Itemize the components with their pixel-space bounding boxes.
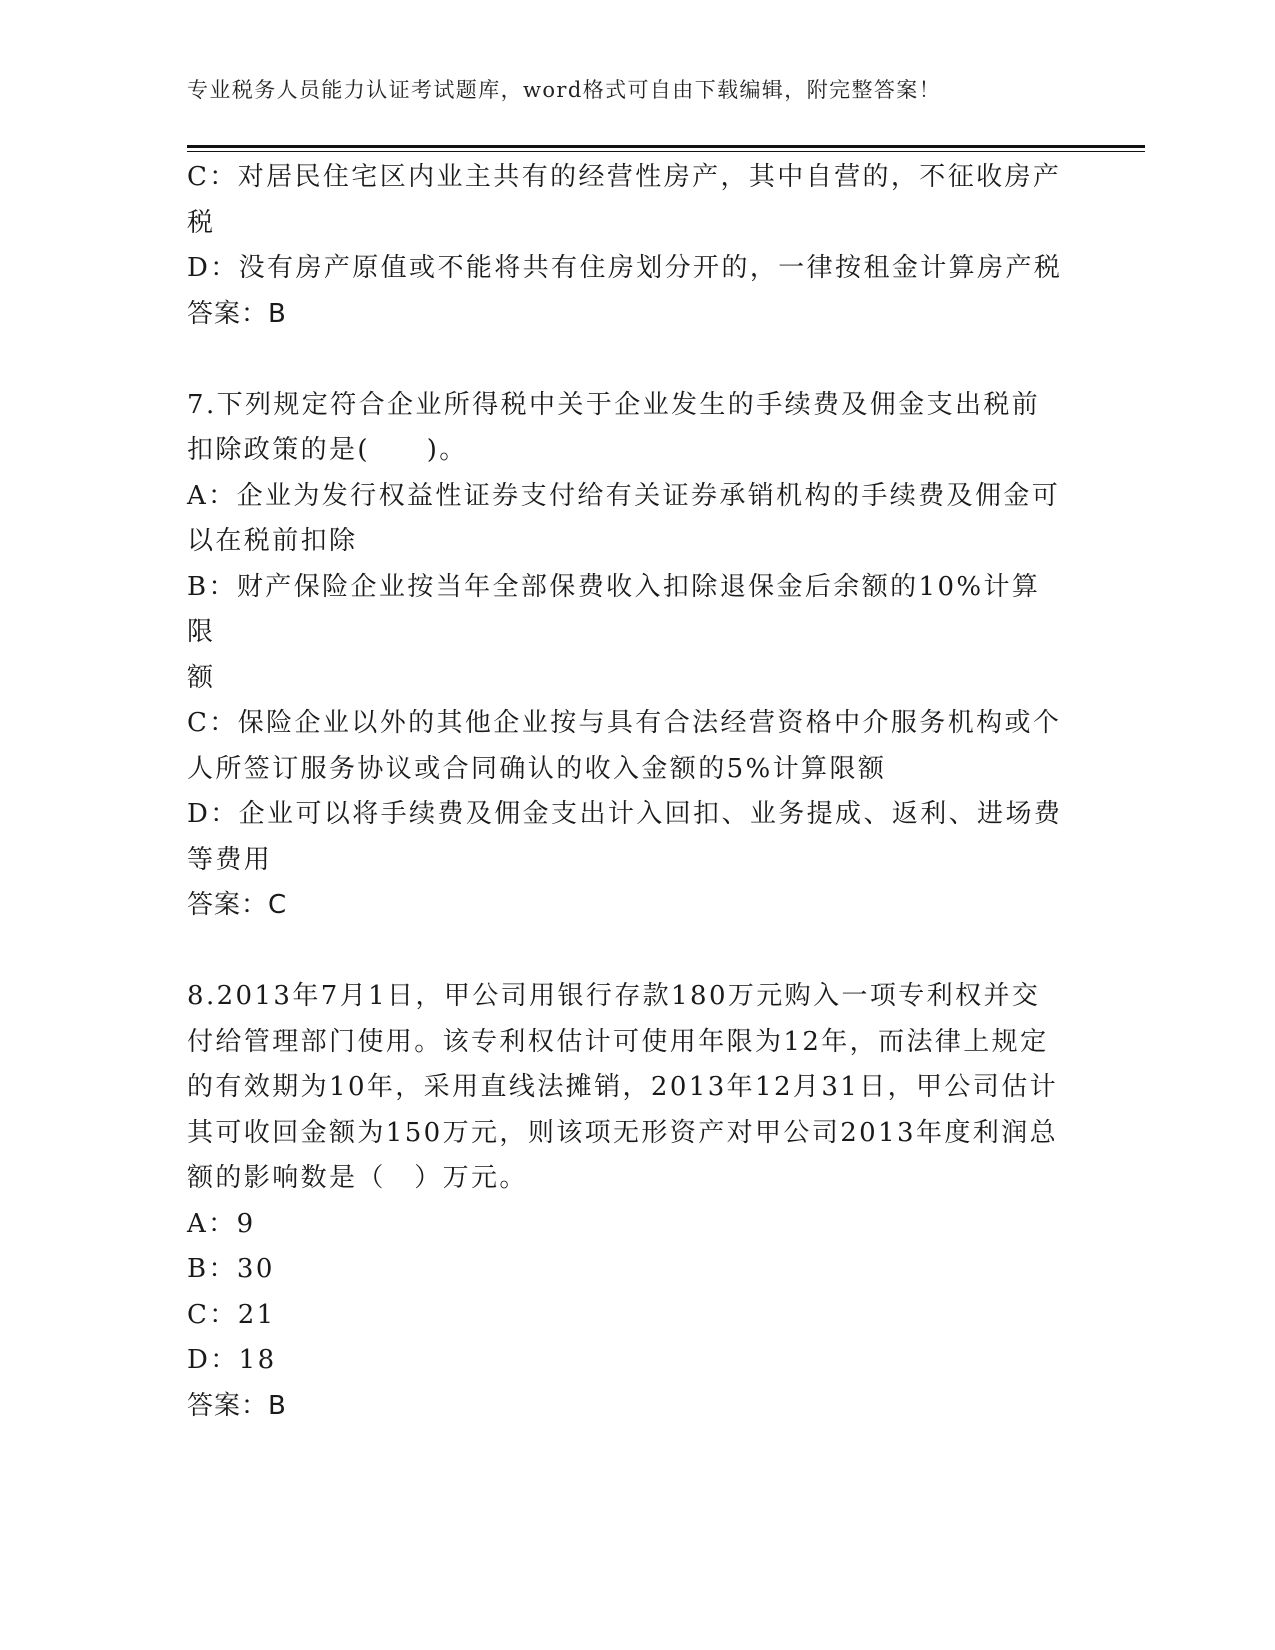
- option-d-line: D：18: [187, 1345, 277, 1375]
- spacer: [187, 337, 1067, 383]
- question-stem-line: 的有效期为10年，采用直线法摊销，2013年12月31日，甲公司估计: [187, 1072, 1059, 1102]
- question-stem-line: 额的影响数是（ ）万元。: [187, 1163, 528, 1193]
- option-c-line: C：21: [187, 1299, 276, 1330]
- question-stem-line: 其可收回金额为150万元，则该项无形资产对甲公司2013年度利润总: [187, 1117, 1058, 1148]
- option-d-line: D：企业可以将手续费及佣金支出计入回扣、业务提成、返利、进场费: [187, 799, 1063, 829]
- header-rule-thick: [187, 145, 1145, 148]
- header-rule-thin: [187, 151, 1145, 152]
- spacer: [187, 929, 1067, 975]
- option-b-line: B：30: [187, 1254, 275, 1284]
- option-d-line: 等费用: [187, 844, 273, 875]
- answer-line: 答案：C: [187, 890, 288, 920]
- document-body: [187, 155, 1067, 1429]
- answer-line: 答案：B: [187, 1390, 287, 1421]
- question-stem-line: 7.下列规定符合企业所得税中关于企业发生的手续费及佣金支出税前: [187, 389, 1041, 420]
- question-8: [187, 974, 1067, 1429]
- question-6-tail: [187, 155, 1067, 337]
- option-a-line: A：9: [187, 1208, 256, 1239]
- question-stem-line: 8.2013年7月1日，甲公司用银行存款180万元购入一项专利权并交: [187, 981, 1041, 1011]
- option-a-line: 以在税前扣除: [187, 526, 358, 556]
- option-c-line: 税: [187, 207, 216, 238]
- option-b-line: 额: [187, 662, 216, 693]
- question-stem-line: 付给管理部门使用。该专利权估计可使用年限为12年，而法律上规定: [187, 1026, 1049, 1057]
- option-c-line: C：保险企业以外的其他企业按与具有合法经营资格中介服务机构或个: [187, 708, 1062, 738]
- option-a-line: A：企业为发行权益性证券支付给有关证券承销机构的手续费及佣金可: [187, 480, 1061, 511]
- answer-line: 答案：B: [187, 298, 287, 329]
- option-c-line: 人所签订服务协议或合同确认的收入金额的5%计算限额: [187, 753, 887, 784]
- option-d-line: D：没有房产原值或不能将共有住房划分开的，一律按租金计算房产税: [187, 253, 1063, 283]
- question-7: [187, 383, 1067, 929]
- option-c-line: C：对居民住宅区内业主共有的经营性房产，其中自营的，不征收房产: [187, 162, 1062, 192]
- question-stem-line: 扣除政策的是( )。: [187, 435, 468, 465]
- page-header: 专业税务人员能力认证考试题库，word格式可自由下载编辑，附完整答案！: [187, 78, 942, 102]
- option-b-line: B：财产保险企业按当年全部保费收入扣除退保金后余额的10%计算限: [187, 571, 1041, 647]
